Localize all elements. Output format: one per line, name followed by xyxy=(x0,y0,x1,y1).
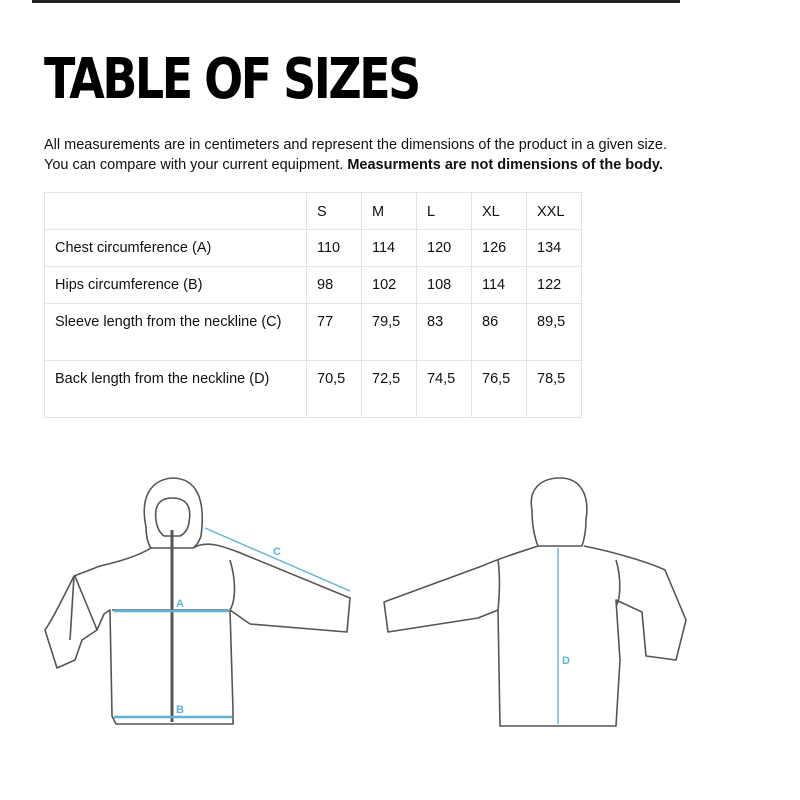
table-row xyxy=(45,304,582,361)
table-row xyxy=(45,361,582,418)
measure-line-c xyxy=(205,528,350,591)
table-cell: 108 xyxy=(417,267,472,304)
jacket-back-outline xyxy=(384,478,686,726)
table-cell: 70,5 xyxy=(307,361,362,418)
label-b: B xyxy=(176,704,184,716)
intro-text xyxy=(44,135,784,175)
table-cell: 114 xyxy=(362,230,417,267)
jacket-diagram xyxy=(0,460,800,800)
row-label: Hips circumference (B) xyxy=(45,267,307,304)
header-cell-xxl: XXL xyxy=(527,193,582,230)
header-cell-xl: XL xyxy=(472,193,527,230)
table-cell: 102 xyxy=(362,267,417,304)
table-cell: 134 xyxy=(527,230,582,267)
header-cell-m: M xyxy=(362,193,417,230)
table-row xyxy=(45,230,582,267)
table-cell: 122 xyxy=(527,267,582,304)
table-cell: 120 xyxy=(417,230,472,267)
table-cell: 74,5 xyxy=(417,361,472,418)
table-cell: 79,5 xyxy=(362,304,417,361)
table-cell: 89,5 xyxy=(527,304,582,361)
size-table-header-row xyxy=(45,193,582,230)
table-cell: 72,5 xyxy=(362,361,417,418)
row-label: Sleeve length from the neckline (C) xyxy=(45,304,307,361)
row-label: Chest circumference (A) xyxy=(45,230,307,267)
table-cell: 77 xyxy=(307,304,362,361)
top-rule xyxy=(32,0,680,3)
table-cell: 114 xyxy=(472,267,527,304)
table-cell: 98 xyxy=(307,267,362,304)
label-d: D xyxy=(562,655,570,667)
label-a: A xyxy=(176,598,184,610)
table-row xyxy=(45,267,582,304)
table-cell: 83 xyxy=(417,304,472,361)
table-cell: 78,5 xyxy=(527,361,582,418)
table-cell: 76,5 xyxy=(472,361,527,418)
table-cell: 110 xyxy=(307,230,362,267)
intro-line-2: You can compare with your current equipment. xyxy=(44,157,344,173)
label-c: C xyxy=(273,546,281,558)
table-cell: 126 xyxy=(472,230,527,267)
intro-line-2-bold: Measurments are not dimensions of the body. xyxy=(347,157,663,173)
header-cell-s: S xyxy=(307,193,362,230)
intro-line-1: All measurements are in centimeters and represent the dimensions of the product in a given size. xyxy=(44,137,668,153)
row-label: Back length from the neckline (D) xyxy=(45,361,307,418)
header-cell-l: L xyxy=(417,193,472,230)
size-table xyxy=(44,192,582,418)
page-title: TABLE OF SIZES xyxy=(44,47,419,112)
header-cell-empty xyxy=(45,193,307,230)
table-cell: 86 xyxy=(472,304,527,361)
jacket-front-outline xyxy=(45,478,350,724)
